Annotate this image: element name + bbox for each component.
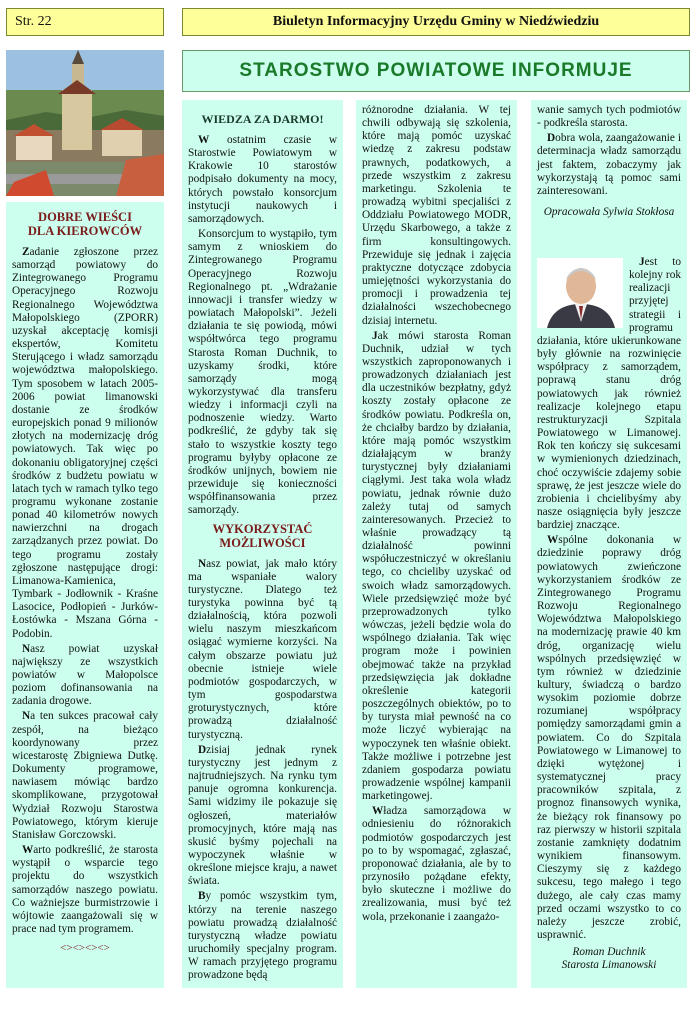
end-mark: <><><><> (60, 942, 110, 955)
article-starosta-message (531, 252, 687, 988)
paragraph: Jest to kolejny rok realizacji przyjętej strategii i programu działania, które ukierunkowane były głównie na rozwinięcie współpracy z samorządem, poprawą stanu dróg powiatowych jak również realizacje kolejnego etapu restrukturyzacji Szpitala Powiatowego w Limanowej. Rok ten kończy się sukcesami w wymienionych dziedzinach, choć oczywiście zdajemy sobie sprawę, że jest jeszcze wiele do zrobienia i chcielibyśmy aby nasze osiągnięcia były jeszcze bardziej znaczące. (537, 256, 681, 532)
paragraph: Zadanie zgłoszone przez samorząd powiatowy do Zintegrowanego Programu Operacyjnego Rozwoju Regionalnego Województwa Małopolskiego (ZPORR) uzyskał akceptację komisji ekspertów, Komitetu Sterującego i władz samorządu województwa małopolskiego. Tym sposobem w latach 2005-2006 powiat limanowski dostanie ze środków europejskich ponad 9 milionów złotych na modernizację dróg powiatowych. Tak więc po dokonaniu obligatoryjnej części środków z budżetu powiatu w latach tych w ramach tylko tego programu wykonane zostanie ponad 40 kilometrów nowych nawierzchni na drogach zarządzanych przez powiat. Do tego programu zostały zgłoszone następujące drogi: Limanowa-Kamienica, Tymbark - Jodłownik - Kraśne Lasocice, Podłopień - Jurków-Łostówka - Mszana Górna - Podobin. (12, 246, 158, 640)
paragraph: Konsorcjum to wystąpiło, tym samym z wnioskiem do Zintegrowanego Programu Operacyjnego Rozwoju Regionalnego pt. „Wdrażanie innowacji i transfer wiedzy w powiatach Małopolski”. Jeżeli działania te się powiodą, mówi współtwórca tego programu Starosta Roman Duchnik, to uzyskamy środki, które samorządy mogą wykorzystywać dla transferu wiedzy i informacji czyli na podnoszenie wiedzy. Warto podkreślić, że gdyby tak się stało to wszystkie koszty tego programu byłyby opłacone ze środków unijnych, bowiem nie przewiduje się konieczności współfinansowania przez samorządy. (188, 228, 337, 517)
paragraph: Na ten sukces pracował cały zespół, na bieżąco koordynowany przez wicestarostę Zbigniewa Dutkę. Dokumenty programowe, nawiasem mówiąc bardzo skomplikowane, przygotował Wydział Rozwoju Starostwa Powiatowego, którym kieruje Stanisław Gorczowski. (12, 710, 158, 841)
starosta-signature: Roman Duchnik Starosta Limanowski (561, 946, 657, 972)
bulletin-title: Biuletyn Informacyjny Urzędu Gminy w Niedźwiedziu (182, 8, 690, 36)
paragraph: Nasz powiat uzyskał największy ze wszystkich powiatów w Małopolsce poziom dofinansowania na zadania drogowe. (12, 642, 158, 708)
paragraph: różnorodne działania. W tej chwili odbywają się szkolenia, które mają pomóc uzyskać wiedzę z zakresu podstaw prawnych, podatkowych, a przede wszystkim z zakresu marketingu. Szkolenia te prowadzą wybitni specjaliści z Oddziału Powiatowego MODR, Urzędu Skarbowego, a także z firm konsultingowych. Przewiduje się jednak i zajęcia praktyczne dotyczące zdobycia umiejętności wykorzystania do promocji i prowadzenia tej działalności wszechobecnego dzisiaj internetu. (362, 104, 511, 327)
paragraph: Jak mówi starosta Roman Duchnik, udział w tych wszystkich zaproponowanych i prowadzonych działaniach jest dla uczestników bezpłatny, gdyż koszty zostały opłacone ze środków powiatu. Podkreśla on, że chciałby bardzo by działania, które mają pomóc wszystkim działającym w branży turystycznej były działaniami ciągłymi. Jest taka wola władz powiatu, jednak równie dużo zależy tutaj od samych zainteresowanych. Przecież to właśnie prowadzący tą działalność powinni współuczestniczyć w określaniu tego, co chcieliby uzyskać od swoich władz samorządowych. Wiele przedsięwzięć może być przeprowadzonych tylko wówczas, jeżeli będzie wola do wspólnego działania. Tak więc program może i powinien obejmować także na przykład przedsięwzięcia jak dokładne określenie kategorii poszczególnych obiektów, po to by turysta miał pewność na co może liczyć wybierając na wypoczynek ten właśnie obiekt. Także możliwe i potrzebne jest zdaniem gospodarza powiatu prowadzenie wspólnej kampanii marketingowej. (362, 329, 511, 803)
paragraph: By pomóc wszystkim tym, którzy na terenie naszego powiatu prowadzą działalność turystyczną władze powiatu uruchomiły specjalny program. W ramach przyjętego programu prowadzone będą (188, 890, 337, 982)
article-opportunities-end (531, 100, 687, 252)
town-photo (6, 50, 164, 196)
article-good-news-title: DOBRE WIEŚCI DLA KIEROWCÓW (27, 210, 143, 238)
author-signature: Opracowała Sylwia Stokłosa (543, 206, 675, 219)
paragraph: Dzisiaj jednak rynek turystyczny jest jednym z najtrudniejszych. Na rynku tym panuje ogromna konkurencja. Sami widzimy ile pokazuje się ogłoszeń, materiałów promocyjnych, które mają nas skusić byśmy pojechali na wypoczynek właśnie w określone miejsce kraju, a nawet świata. (188, 743, 337, 888)
paragraph: Dobra wola, zaangażowanie i determinacja władz samorządu jest faktem, zobaczymy jak wykorzystają tą pomoc sami zainteresowani. (537, 132, 681, 197)
paragraph: Władza samorządowa w odniesieniu do różnorakich podmiotów gospodarczych jest po to by wspomagać, zgłaszać, proponować działania, ale by to przynosiło pożądane efekty, było skuteczne i możliwe do zrealizowania, musi być też wola, przekonanie i zaangażo- (362, 805, 511, 923)
paragraph: Nasz powiat, jak mało który ma wspaniałe walory turystyczne. Dlatego też turystyka powinna być tą działalnością, która pozwoli wielu naszym mieszkańcom osiągać wymierne korzyści. Na całym obszarze powiatu już obecnie istnieje wiele podmiotów gospodarczych, w tym gospodarstwa groturystycznych, które prowadzą działalność turystyczną. (188, 557, 337, 741)
article-good-news (6, 202, 164, 988)
page-number: Str. 22 (6, 8, 164, 36)
paragraph: W ostatnim czasie w Starostwie Powiatowym w Krakowie 10 starostów podpisało dokumenty na mocy, których powstało konsorcjum instytucji naukowych i samorządowych. (188, 134, 337, 225)
article-knowledge-title: WIEDZA ZA DARMO! (201, 112, 324, 126)
paragraph: Wspólne dokonania w dziedzinie poprawy dróg powiatowych zwieńczone wykorzystaniem środków ze Zintegrowanego Programu Rozwoju Regionalnego Województwa Małopolskiego na modernizację prawie 40 km dróg, organizację wielu wspólnych przedsięwzięć w tym również w dziedzinie kultury, świadczą o bardzo wysokim poziomie dobrze rozumianej współpracy pomiędzy samorządami gmin a powiatem. Co do Szpitala Powiatowego w Limanowej to dzięki wytężonej i systematycznej pracy pracowników szpitala, z prognoz finansowych wynika, że bieżący rok finansowy po raz pierwszy w historii szpitala zostanie zamknięty dodatnim wynikiem finansowym. Cieszymy się z każdego sukcesu, tego małego i tego dużego, ale cały czas mamy przed oczami wszystko to co należy jeszcze zrobić, usprawnić. (537, 534, 681, 941)
article-opportunities-title: WYKORZYSTAĆ MOŻLIWOŚCI (212, 521, 313, 550)
article-knowledge (182, 100, 343, 988)
paragraph: wanie samych tych podmiotów - podkreśla starosta. (537, 104, 681, 130)
starosta-portrait (537, 258, 623, 328)
section-banner: STAROSTWO POWIATOWE INFORMUJE (182, 50, 690, 92)
paragraph: Warto podkreślić, że starosta wystąpił o wsparcie tego projektu do wszystkich samorządów naszego powiatu. Co ważniejsze burmistrzowie i wójtowie zaangażowali się w prace nad tym programem. (12, 844, 158, 935)
article-opportunities-cont (356, 100, 517, 988)
